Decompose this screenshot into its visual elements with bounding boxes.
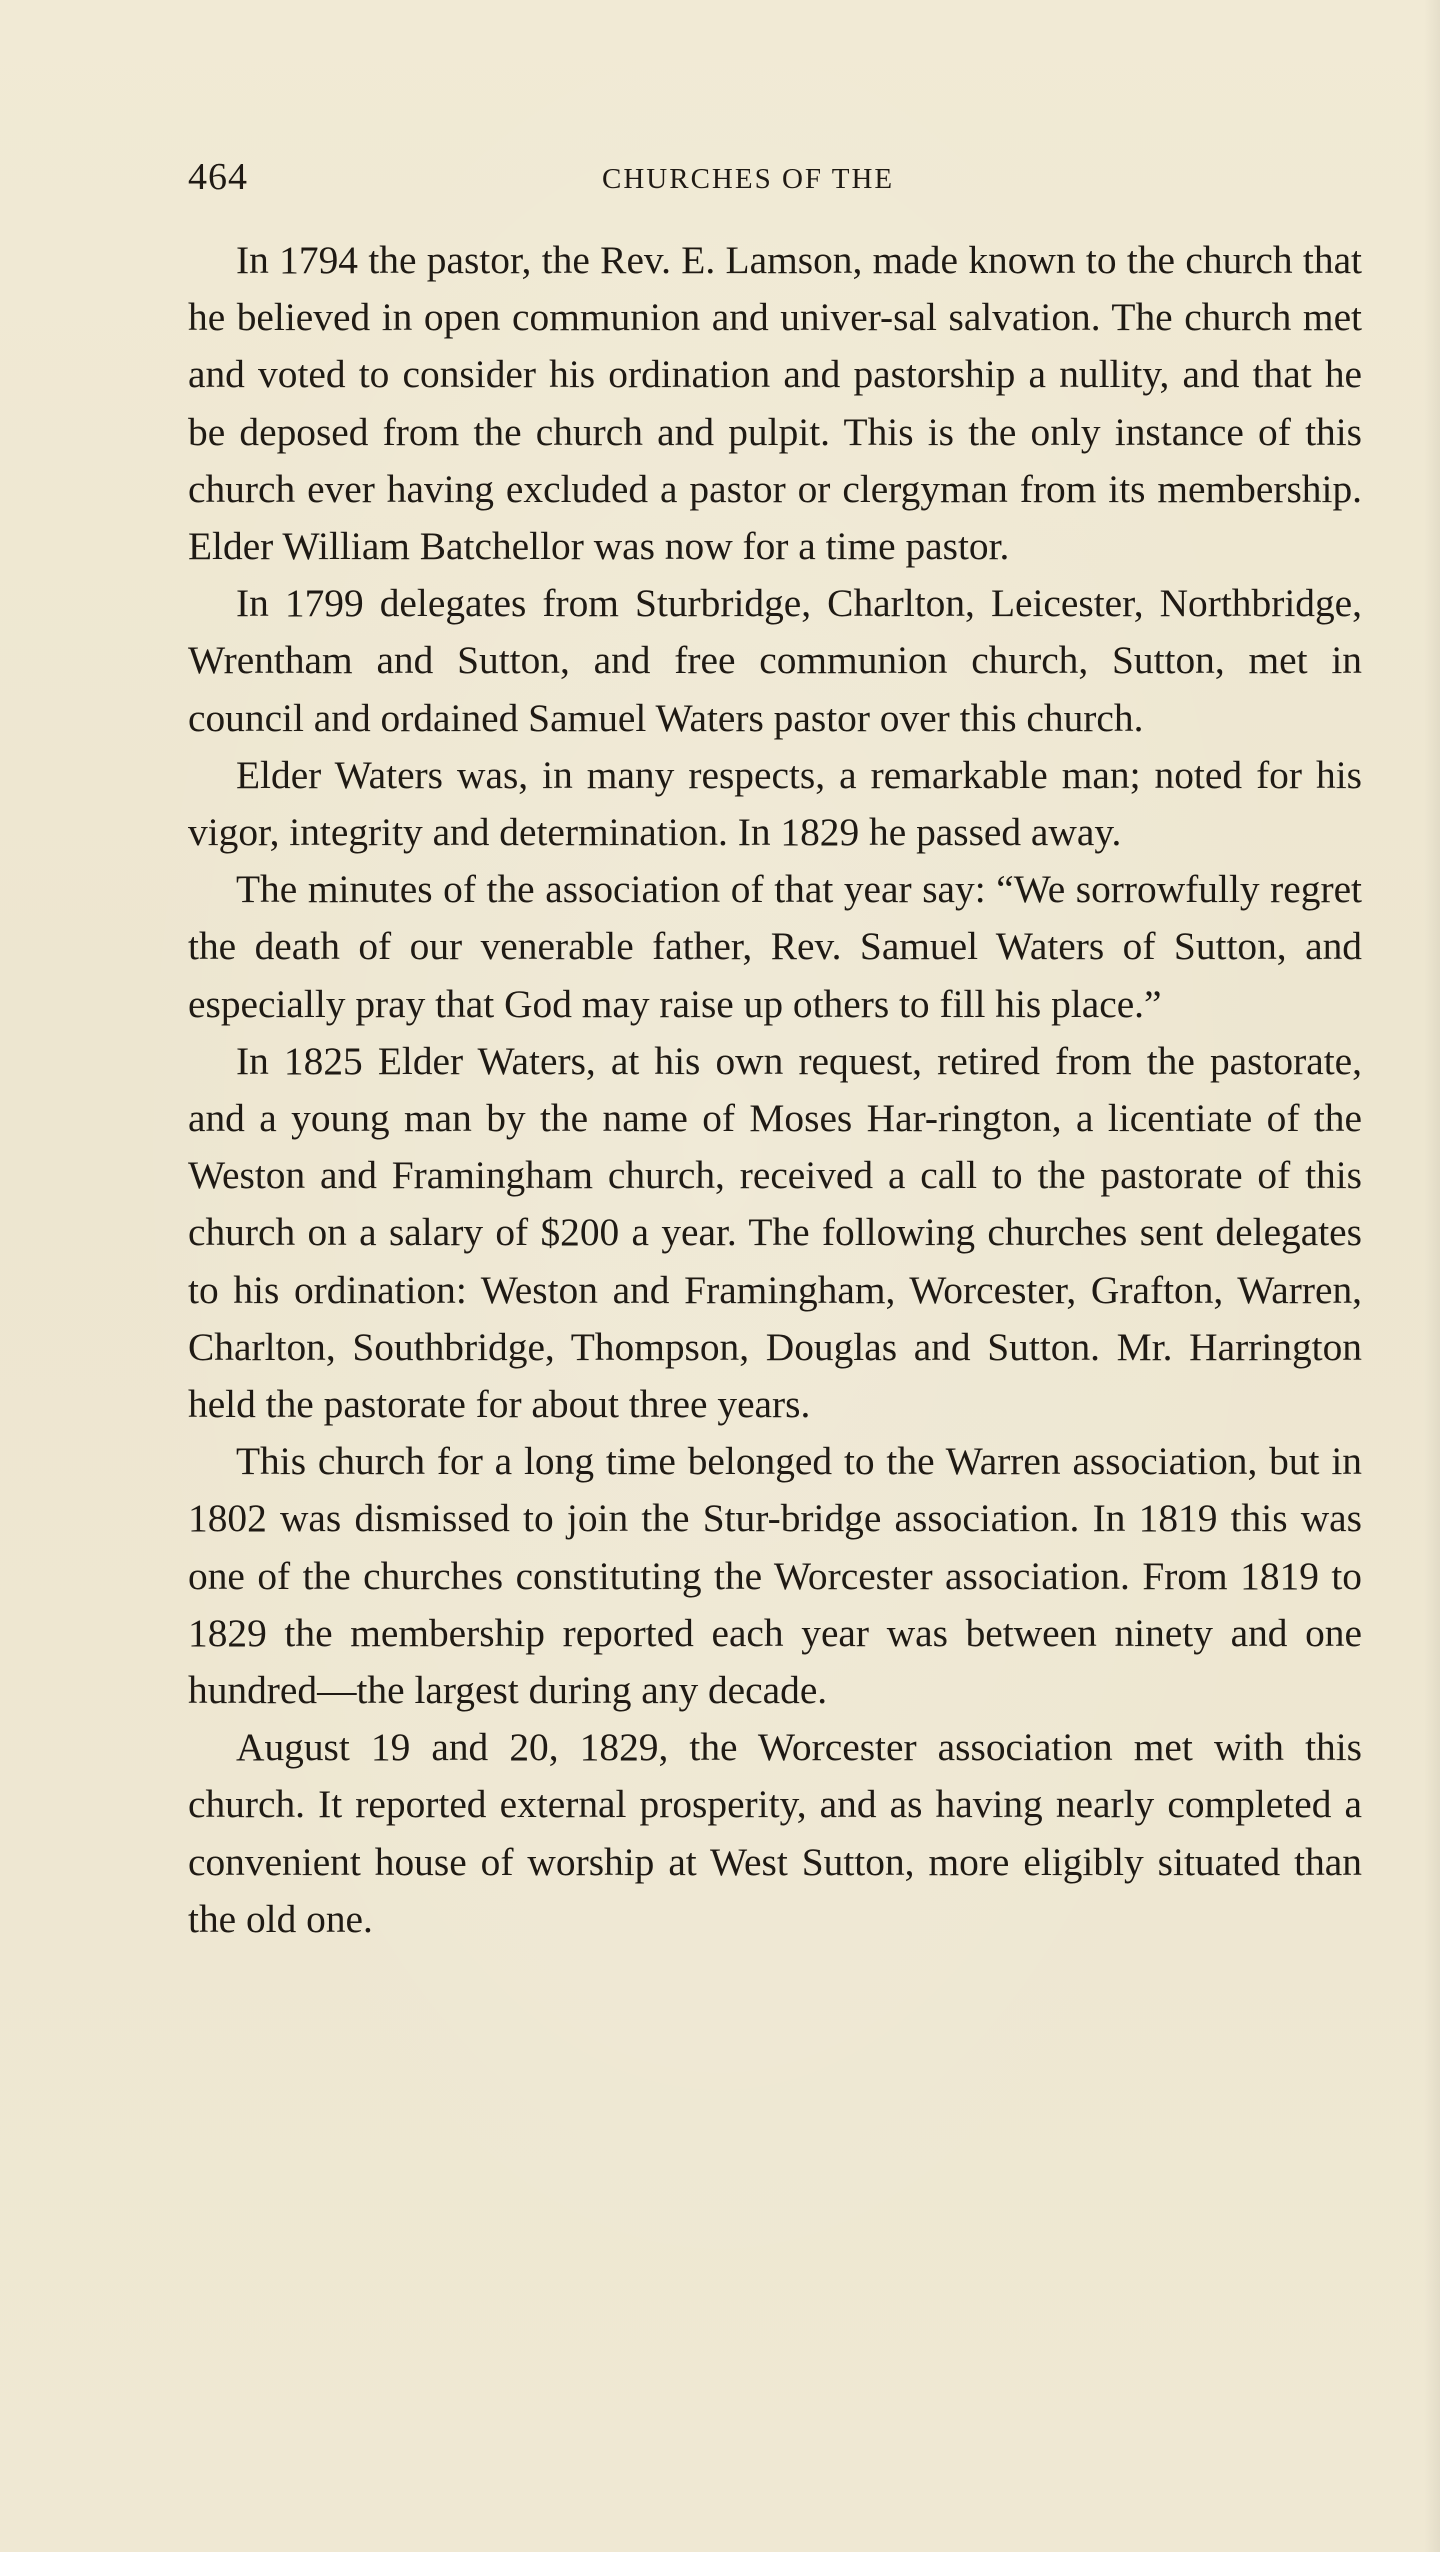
paragraph-1: In 1794 the pastor, the Rev. E. Lamson, made known to the church that he believed in open communion and univer-sal salvation. The church met and voted to consider his ordination and pastorship a nullity, and that he be deposed from the church and pulpit. This is the only instance of this church ever having excluded a pastor or clergyman from its membership. Elder William Batchellor was now for a time pastor.	[188, 238, 1362, 569]
paragraph-2: In 1799 delegates from Sturbridge, Charlton, Leicester, Northbridge, Wrentham and Sutton, and free communion church, Sutton, met in council and ordained Samuel Waters pastor over this church.	[188, 581, 1362, 740]
paragraph-4: The minutes of the association of that year say: “We sorrowfully regret the death of our venerable father, Rev. Samuel Waters of Sutton, and especially pray that God may raise up others to fill his place.”	[188, 867, 1362, 1026]
paragraph-7: August 19 and 20, 1829, the Worcester association met with this church. It reported external prosperity, and as having nearly completed a convenient house of worship at West Sutton, more eligibly situated than the old one.	[188, 1725, 1362, 1941]
page-number: 464	[188, 156, 248, 198]
paragraph-5: In 1825 Elder Waters, at his own request, retired from the pastorate, and a young man by the name of Moses Har-rington, a licentiate of the Weston and Framingham church, received a call to the pastorate of this church on a salary of $200 a year. The following churches sent delegates to his ordination: Weston and Framingham, Worcester, Grafton, Warren, Charlton, Southbridge, Thompson, Douglas and Sutton. Mr. Harrington held the pastorate for about three years.	[188, 1038, 1362, 1427]
page-header	[188, 153, 1358, 201]
body-text	[188, 232, 1362, 1948]
page-edge-shadow	[1424, 0, 1440, 2552]
paragraph-3: Elder Waters was, in many respects, a remarkable man; noted for his vigor, integrity and determination. In 1829 he passed away.	[188, 752, 1362, 855]
running-head: CHURCHES OF THE	[602, 163, 895, 195]
paragraph-6: This church for a long time belonged to the Warren association, but in 1802 was dismissed to join the Stur-bridge association. In 1819 this was one of the churches constituting the Worcester association. From 1819 to 1829 the membership reported each year was between ninety and one hundred—the largest during any decade.	[188, 1439, 1362, 1713]
